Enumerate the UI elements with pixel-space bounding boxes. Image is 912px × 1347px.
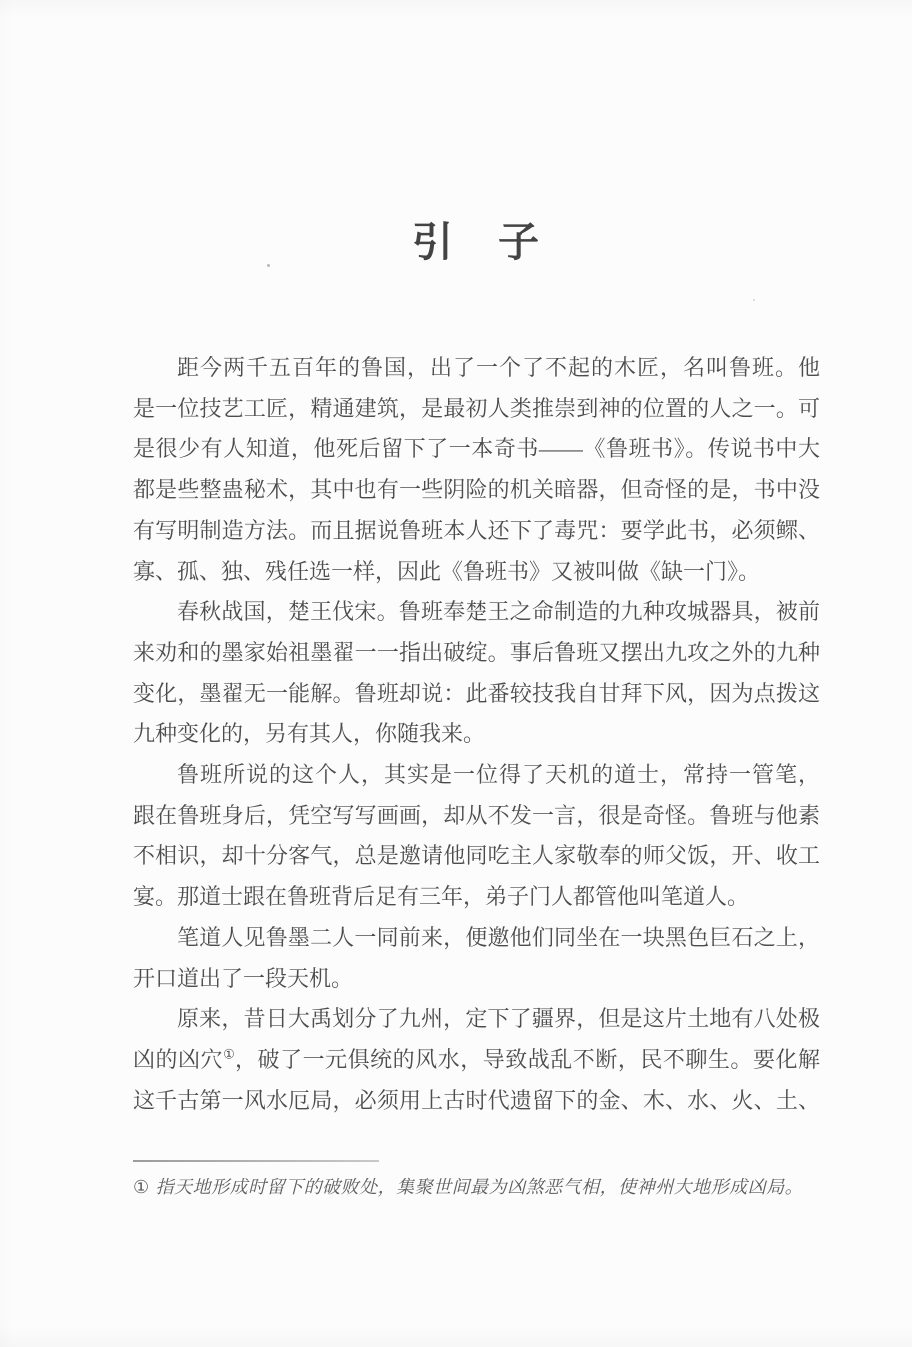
text-line: 变化，墨翟无一能解。鲁班却说：此番较技我自甘拜下风，因为点拨这 (133, 680, 820, 706)
footnote-text: 指天地形成时留下的破败处，集聚世间最为凶煞恶气相，使神州大地形成凶局。 (155, 1177, 804, 1197)
scan-speck (267, 264, 270, 267)
text-line: 有写明制造方法。而且据说鲁班本人还下了毒咒：要学此书，必须鳏、 (133, 517, 820, 543)
text-line: 都是些整蛊秘术，其中也有一些阴险的机关暗器，但奇怪的是，书中没 (133, 477, 820, 503)
footnote-separator (133, 1160, 379, 1162)
text-line: 九种变化的，另有其人，你随我来。 (133, 721, 486, 747)
text-line: 凶的凶穴①，破了一元俱统的风水，导致战乱不断，民不聊生。要化解 (133, 1046, 820, 1072)
scan-speck (753, 299, 755, 301)
text-line: 跟在鲁班身后，凭空写写画画，却从不发一言，很是奇怪。鲁班与他素 (133, 802, 820, 828)
text-line: 距今两千五百年的鲁国，出了一个了不起的木匠，名叫鲁班。他 (177, 355, 820, 380)
text-line: 来劝和的墨家始祖墨翟一一指出破绽。事后鲁班又摆出九攻之外的九种 (133, 639, 820, 665)
text-line: 鲁班所说的这个人，其实是一位得了天机的道士，常持一管笔， (177, 762, 820, 788)
footnote (133, 1174, 825, 1201)
page-title: 引 子 (412, 219, 541, 265)
text-line: 是一位技艺工匠，精通建筑，是最初人类推崇到神的位置的人之一。可 (133, 395, 820, 421)
text-line: 是很少有人知道，他死后留下了一本奇书——《鲁班书》。传说书中大 (133, 436, 820, 462)
footnote-marker: ① (133, 1177, 150, 1197)
text-line: 不相识，却十分客气，总是邀请他同吃主人家敬奉的师父饭，开、收工 (133, 843, 820, 869)
footnote-ref: ① (223, 1047, 236, 1062)
text-line: 这千古第一风水厄局，必须用上古时代遗留下的金、木、水、火、土、 (133, 1087, 820, 1113)
text-line: 笔道人见鲁墨二人一同前来，便邀他们同坐在一块黑色巨石之上， (177, 924, 820, 950)
text-line: 寡、孤、独、残任选一样，因此《鲁班书》又被叫做《缺一门》。 (133, 558, 761, 584)
body-text (133, 348, 820, 1121)
text-line: 宴。那道士跟在鲁班背后足有三年，弟子门人都管他叫笔道人。 (133, 884, 750, 910)
text-line: 春秋战国，楚王伐宋。鲁班奉楚王之命制造的九种攻城器具，被前 (177, 599, 820, 625)
text-line: 原来，昔日大禹划分了九州，定下了疆界，但是这片土地有八处极 (177, 1006, 820, 1032)
text-line: 开口道出了一段天机。 (133, 965, 354, 991)
